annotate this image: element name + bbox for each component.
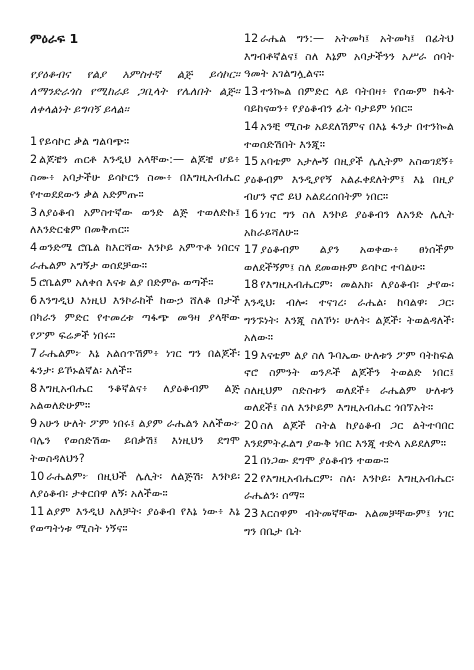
verse-text: ያዕቆብም ልያን አወቀው፥ ፀነሰችም ወለደችኝም፤ ስለ ደመወዙም ይሳኮር ተባልሁ። xyxy=(244,243,454,274)
verse-number: 4 xyxy=(30,240,38,254)
verse xyxy=(244,452,454,470)
verse-text: ለያዕቆብ አምስተኛው ወንድ ልጅ ተወለድኩ፤ ለእንድርቄም በመቅጠር። xyxy=(30,205,240,237)
verse-number: 17 xyxy=(244,243,259,257)
verse-number: 8 xyxy=(30,381,38,395)
left-column xyxy=(30,30,240,538)
verse-text: ተንኰል በምድር ላይ ባትበዛ፥ የሰውም ክፋት ባይከናወን፥ የያዕቆብን ፊት ባታይም ነበር። xyxy=(244,84,454,116)
verse-text: ነገር ግን ስለ እንኮይ ያዕቆብን ለአንድ ሌሊት አከራይሻለሁ። xyxy=(244,207,454,239)
verse-number: 3 xyxy=(30,205,38,219)
verse-number: 19 xyxy=(244,348,259,362)
verse-number: 23 xyxy=(244,507,259,521)
verse xyxy=(244,83,454,118)
verse-text: ሮቤልም አለቀሰ እናቱ ልያ በድምፁ ወጣች። xyxy=(39,276,214,290)
verse-number: 9 xyxy=(30,416,38,430)
verse xyxy=(30,503,240,538)
verse xyxy=(30,239,240,274)
verse xyxy=(30,415,240,468)
verse xyxy=(244,276,454,346)
verse-text: የእግዚአብሔርም፡ ስለ፡ እንኮይ፡ እግዚአብሔር፡ ራሔልን፡ ሰማ። xyxy=(244,471,454,503)
verse xyxy=(244,153,454,206)
verse xyxy=(30,274,240,292)
verse-number: 10 xyxy=(30,469,45,483)
verse-text: ወንድሜ ሮቤል ከእርሻው እንኮይ አምጥቶ ነበርና ራሔልም አግኝታ ወሰደቻው። xyxy=(30,240,240,272)
verse xyxy=(244,347,454,417)
verse-number: 14 xyxy=(244,119,259,133)
verse-text: አንቺ ሚስቱ አይደለሽምና በእኔ ፋንታ በተንኰል ተወሰድሽበት እንጂ። xyxy=(244,119,454,151)
verse-text: የእግዚአብሔርም፡ መልአክ፡ ለያዕቆብ፡ ታየው፡ እንዲህ፡ ብሎ፡ ተናገረ፡ ራሔል፡ ከባልዋ፡ ጋር፡ ግንኙነት፡ እንጂ ስለኾነ፡ ሁለት፡ ልጆች፡ ትወልዳለች፡ አለው። xyxy=(244,278,454,345)
verse xyxy=(30,468,240,503)
verse-number: 12 xyxy=(244,32,259,45)
verse-text: ራሔል ግን:— አትመካ፤ አትመካ፤ በፊትህ እግብቶኛልና፤ ስለ እኔም አባታችንን አሥራ ሰባት ዓመት አገልግሏልና። xyxy=(244,32,454,81)
verse xyxy=(30,133,240,151)
verse xyxy=(30,292,240,345)
verse-number: 21 xyxy=(244,454,259,468)
verse xyxy=(244,241,454,276)
verse xyxy=(244,470,454,505)
verse-number: 2 xyxy=(30,152,38,166)
verse-text: ራሔልም፦ እኔ አልሰጥሽም፥ ነገር ግን በልጆች፡ ፋንታ፡ ይኾኑልኛል፡ አለች። xyxy=(30,346,240,378)
verse-text: እናቴም ልያ ስለ ጉባኤው ሁለቱን ፖም ባትከፍል ኖሮ ስምንት ወንዶች ልጆችን ትወልድ ነበር፤ ስለዚህም ስድስቱን ወለደች፥ ራሔልም ሁለቱን ወለደች፤ ስለ እንኮይም እግዚአብሔር ጎበኘአት። xyxy=(244,348,455,415)
verse-number: 18 xyxy=(244,278,259,292)
verse-text: አሁን ሁለት ፖም ነበሩ፤ ልያም ራሔልን አለችው፦ ባሌን የወሰድሽው ይበቃሽ፤ እነዚህን ደግሞ ትወስዳለህን? xyxy=(30,416,240,466)
verse-text: ስለ ልጆች ስትል ከያዕቆብ ጋር ልትተባበር እንደምትፈልግ ያውቅ ነበር እንጂ ተድላ አይደለም። xyxy=(244,419,454,450)
verse xyxy=(244,206,454,241)
verse-text: በነጋው ደግሞ ያዕቆብን ተወው። xyxy=(260,454,389,468)
verse-text: የይሳኮር ቃል ግልባጭ። xyxy=(39,135,130,149)
verse-text: እግዚአብሔር ንቆኛልና፥ ለያዕቆብም ልጅ አልወለድሁም። xyxy=(30,381,240,413)
right-verse-list xyxy=(244,30,454,540)
verse-text: ራሔልም፦ በዚህች ሌሊት፡ ለልጅሽ፡ እንኮይ፡ ለያዕቆብ፡ ታቀርበዋ ለኝ፡ አለችው። xyxy=(30,469,240,501)
verse-number: 13 xyxy=(244,84,259,98)
verse-number: 20 xyxy=(244,419,259,433)
verse xyxy=(244,118,454,153)
verse-number: 11 xyxy=(30,504,45,518)
chapter-intro: የያዕቆብና የልያ አምስተኛ ልጅ ይሳኮር። ለማንድራጎስ የሚከራይ ጋቢላት የሌለበት ልጅ። ለቀላልነት ይግባኝ ይላል። xyxy=(30,67,240,116)
chapter-title: ምዕራፍ 1 xyxy=(30,31,79,46)
verse xyxy=(244,30,454,83)
verse-number: 7 xyxy=(30,346,38,360)
verse-number: 15 xyxy=(244,155,259,169)
verse-text: ልያም እንዲህ አለቻት፡ ያዕቆብ የእኔ ነው፥ እኔ የወጣትነቱ ሚስት ነኝና። xyxy=(30,504,240,536)
verse-text: ልጆቼን ጠርቶ እንዲህ አላቸው:— ልጆቼ ሆይ፥ ስሙ፥ አባታችሁ ይሳኮርን ስሙ፥ በእግዚአብሔር የተወደደውን ቃል አድምጡ። xyxy=(30,152,240,202)
verse-number: 16 xyxy=(244,207,259,221)
verse-text: አባቴም አታሎኝ በዚያች ሌሊትም አስወገደኝ፥ ያዕቆብም እንዲያየኝ አልፈቀደለትም፤ እኔ በዚያ ብሆን ኖሮ ይህ አልደረሰበትም ነበር። xyxy=(244,155,454,204)
verse xyxy=(30,204,240,239)
verse-number: 22 xyxy=(244,471,259,485)
right-column xyxy=(244,30,454,540)
verse-number: 6 xyxy=(30,293,38,307)
verse-number: 5 xyxy=(30,276,38,290)
verse xyxy=(30,345,240,380)
verse xyxy=(30,380,240,415)
verse xyxy=(244,417,454,452)
verse-number: 1 xyxy=(30,135,38,149)
left-verse-list xyxy=(30,133,240,538)
verse-text: እንግዲህ እነዚህ እንኮራከች ከውኃ ሸለቆ በታች በካራን ምድር የተመረቱ ጣፋጭ መዓዛ ያላቸው የፖም ፍሬዎች ነበሩ። xyxy=(30,293,240,342)
verse xyxy=(244,505,454,540)
verse xyxy=(30,151,240,204)
verse-text: እርስዋም ብትመኛቸው አልመቻቸውም፤ ነገር ግን በቤታ ቤት xyxy=(244,507,454,538)
